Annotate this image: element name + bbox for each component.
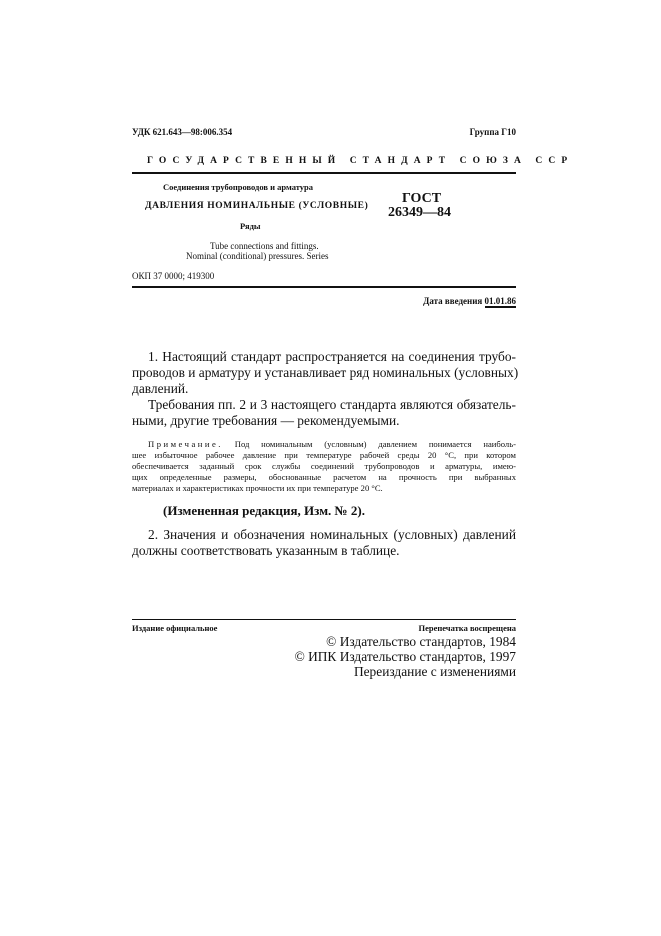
group-code: Группа Г10 (469, 127, 516, 137)
english-title-1: Tube connections and fittings. (210, 241, 319, 251)
note-line: шее избыточное рабочее давление при температуре рабочей среды 20 °С, при котором (132, 450, 516, 460)
footer-divider (132, 619, 516, 620)
state-standard-title: ГОСУДАРСТВЕННЫЙ СТАНДАРТ СОЮЗА ССР (147, 156, 574, 166)
effective-date (423, 296, 516, 306)
revision-note: (Измененная редакция, Изм. № 2). (163, 503, 365, 518)
divider (132, 172, 516, 174)
gost-number: 26349—84 (388, 205, 451, 220)
divider (132, 286, 516, 288)
reissue-note: Переиздание с изменениями (353, 664, 516, 679)
udk-code: УДК 621.643—98:006.354 (132, 127, 233, 137)
note-line: материалах и характеристиках прочности их при температуре 20 °С. (132, 483, 383, 493)
gost-label: ГОСТ (402, 191, 442, 206)
note-line: обеспечивается заданный срок службы соединений трубопроводов и арматуры, имею- (132, 461, 516, 471)
document-title: ДАВЛЕНИЯ НОМИНАЛЬНЫЕ (УСЛОВНЫЕ) (145, 201, 369, 211)
okp-code: ОКП 37 0000; 419300 (132, 271, 215, 281)
paragraph-line: должны соответствовать указанным в таблице. (132, 543, 400, 558)
english-title-2: Nominal (conditional) pressures. Series (186, 251, 329, 261)
paragraph-line: 2. Значения и обозначения номинальных (условных) давлений (148, 527, 516, 542)
title-series: Ряды (240, 221, 261, 231)
paragraph-line: проводов и арматуру и устанавливает ряд номинальных (условных) (132, 365, 519, 380)
paragraph-line: давлений. (132, 381, 189, 396)
note-line: щих определенные размеры, обоснованные расчетом на прочность при выбранных (132, 472, 516, 482)
paragraph-line: ными, другие требования — рекомендуемыми. (132, 413, 400, 428)
reprint-prohibited: Перепечатка воспрещена (418, 623, 516, 633)
copyright-1997: © ИПК Издательство стандартов, 1997 (294, 649, 516, 664)
copyright-1984: © Издательство стандартов, 1984 (326, 634, 516, 649)
subtitle: Соединения трубопроводов и арматура (163, 182, 314, 192)
date-label: Дата введения (423, 296, 483, 306)
date-value: 01.01.86 (484, 296, 516, 306)
paragraph-line: 1. Настоящий стандарт распространяется на соединения трубо- (148, 349, 516, 364)
note-label: Примечание. (148, 439, 223, 449)
note-line: Примечание. Под номинальным (условным) давлением понимается наиболь- (148, 439, 516, 449)
paragraph-line: Требования пп. 2 и 3 настоящего стандарта являются обязатель- (148, 397, 516, 412)
official-edition: Издание официальное (132, 623, 218, 633)
